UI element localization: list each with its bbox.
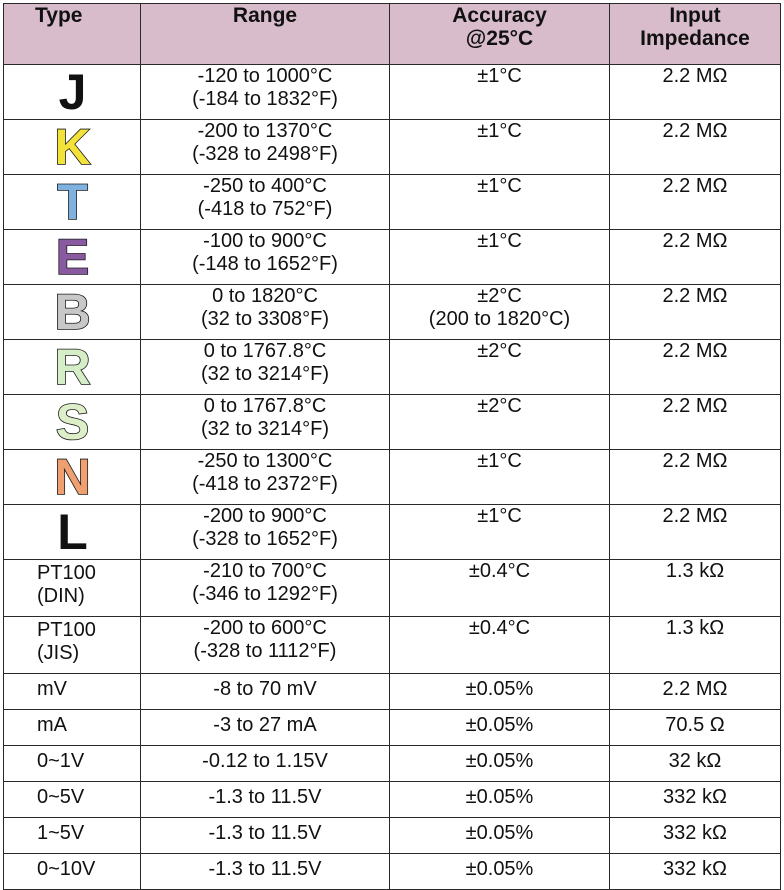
impedance-cell: 2.2 MΩ xyxy=(610,285,781,340)
impedance-cell: 2.2 MΩ xyxy=(610,340,781,395)
range-fahrenheit: (-328 to 1112°F) xyxy=(193,640,337,662)
table-row xyxy=(4,340,781,395)
header-range: Range xyxy=(141,4,390,65)
thermocouple-type-r: R xyxy=(54,339,91,395)
accuracy-cell xyxy=(390,340,610,395)
thermocouple-type-b: B xyxy=(54,284,91,340)
accuracy-note: (200 to 1820°C) xyxy=(428,308,571,330)
type-cell xyxy=(4,617,141,674)
type-cell xyxy=(4,854,141,890)
range-celsius: 0 to 1767.8°C xyxy=(203,395,327,417)
header-impedance-line2: Impedance xyxy=(640,27,750,50)
accuracy-cell xyxy=(390,65,610,120)
type-name: mV xyxy=(37,678,67,700)
type-name: PT100 xyxy=(37,562,96,584)
table-row xyxy=(4,746,781,782)
impedance-cell: 1.3 kΩ xyxy=(610,560,781,617)
accuracy-cell: ±0.05% xyxy=(390,854,610,890)
range-fahrenheit: (32 to 3214°F) xyxy=(200,418,330,440)
range-fahrenheit: (-328 to 1652°F) xyxy=(192,528,338,550)
thermocouple-type-l: L xyxy=(57,504,88,560)
range-cell xyxy=(141,285,390,340)
table-body xyxy=(4,65,781,890)
accuracy-value: ±2°C xyxy=(477,395,522,417)
type-cell xyxy=(4,340,141,395)
specifications-table xyxy=(3,3,781,890)
accuracy-value: ±2°C xyxy=(477,340,522,362)
accuracy-cell: ±0.05% xyxy=(390,746,610,782)
accuracy-cell: ±0.05% xyxy=(390,710,610,746)
table-row xyxy=(4,710,781,746)
range-cell xyxy=(141,560,390,617)
impedance-cell: 2.2 MΩ xyxy=(610,175,781,230)
table-row xyxy=(4,395,781,450)
accuracy-cell xyxy=(390,395,610,450)
table-row xyxy=(4,782,781,818)
type-name: 0~5V xyxy=(37,786,85,808)
type-standard: (DIN) xyxy=(37,585,85,607)
table-row xyxy=(4,285,781,340)
table-row xyxy=(4,818,781,854)
type-standard: (JIS) xyxy=(37,642,80,664)
impedance-cell: 2.2 MΩ xyxy=(610,505,781,560)
accuracy-cell xyxy=(390,120,610,175)
header-type: Type xyxy=(4,4,141,65)
accuracy-value: ±0.4°C xyxy=(468,617,531,639)
accuracy-cell: ±0.05% xyxy=(390,782,610,818)
type-name: mA xyxy=(37,714,67,736)
range-celsius: -250 to 1300°C xyxy=(197,450,333,472)
thermocouple-type-t: T xyxy=(57,174,88,230)
range-cell xyxy=(141,505,390,560)
impedance-cell: 2.2 MΩ xyxy=(610,65,781,120)
accuracy-cell xyxy=(390,450,610,505)
type-cell xyxy=(4,505,141,560)
type-cell xyxy=(4,674,141,710)
range-celsius: -200 to 900°C xyxy=(203,505,327,527)
header-impedance xyxy=(610,4,781,65)
accuracy-cell xyxy=(390,175,610,230)
type-cell xyxy=(4,710,141,746)
table-row xyxy=(4,674,781,710)
range-celsius: 0 to 1820°C xyxy=(212,285,318,307)
impedance-cell: 2.2 MΩ xyxy=(610,674,781,710)
impedance-cell: 1.3 kΩ xyxy=(610,617,781,674)
impedance-cell: 32 kΩ xyxy=(610,746,781,782)
range-cell xyxy=(141,395,390,450)
accuracy-value: ±1°C xyxy=(477,230,522,252)
impedance-cell: 2.2 MΩ xyxy=(610,395,781,450)
accuracy-value: ±1°C xyxy=(477,450,522,472)
table-row xyxy=(4,617,781,674)
accuracy-value: ±0.4°C xyxy=(468,560,531,582)
range-fahrenheit: (-184 to 1832°F) xyxy=(192,88,338,110)
impedance-cell: 332 kΩ xyxy=(610,782,781,818)
type-name: 0~10V xyxy=(37,858,96,880)
table-header xyxy=(4,4,781,65)
thermocouple-type-e: E xyxy=(55,229,90,285)
range-fahrenheit: (32 to 3308°F) xyxy=(200,308,330,330)
range-cell: -0.12 to 1.15V xyxy=(141,746,390,782)
range-fahrenheit: (-418 to 752°F) xyxy=(197,198,333,220)
type-cell xyxy=(4,120,141,175)
range-celsius: -210 to 700°C xyxy=(203,560,327,582)
accuracy-cell xyxy=(390,560,610,617)
range-celsius: -120 to 1000°C xyxy=(197,65,333,87)
range-cell: -8 to 70 mV xyxy=(141,674,390,710)
type-cell xyxy=(4,230,141,285)
accuracy-cell xyxy=(390,505,610,560)
range-cell xyxy=(141,617,390,674)
range-celsius: -250 to 400°C xyxy=(203,175,327,197)
accuracy-value: ±1°C xyxy=(477,175,522,197)
table-row xyxy=(4,120,781,175)
header-accuracy-line2: @25°C xyxy=(465,27,534,50)
type-name: 1~5V xyxy=(37,822,85,844)
range-cell: -1.3 to 11.5V xyxy=(141,782,390,818)
accuracy-cell xyxy=(390,230,610,285)
header-row xyxy=(4,4,781,65)
range-cell xyxy=(141,175,390,230)
thermocouple-type-s: S xyxy=(55,394,90,450)
accuracy-value: ±2°C xyxy=(477,285,522,307)
type-cell xyxy=(4,560,141,617)
range-cell xyxy=(141,450,390,505)
range-fahrenheit: (-328 to 2498°F) xyxy=(192,143,338,165)
range-celsius: -200 to 600°C xyxy=(203,617,327,639)
impedance-cell: 332 kΩ xyxy=(610,818,781,854)
table-row xyxy=(4,450,781,505)
table-row xyxy=(4,560,781,617)
range-celsius: -100 to 900°C xyxy=(203,230,327,252)
table-row xyxy=(4,854,781,890)
accuracy-value: ±1°C xyxy=(477,65,522,87)
type-cell xyxy=(4,746,141,782)
type-cell xyxy=(4,782,141,818)
accuracy-cell: ±0.05% xyxy=(390,674,610,710)
impedance-cell: 2.2 MΩ xyxy=(610,230,781,285)
range-cell xyxy=(141,120,390,175)
type-cell xyxy=(4,175,141,230)
impedance-cell: 70.5 Ω xyxy=(610,710,781,746)
accuracy-cell xyxy=(390,285,610,340)
accuracy-value: ±1°C xyxy=(477,505,522,527)
type-cell xyxy=(4,65,141,120)
impedance-cell: 332 kΩ xyxy=(610,854,781,890)
thermocouple-type-n: N xyxy=(54,449,91,505)
header-accuracy-line1: Accuracy xyxy=(452,4,547,27)
accuracy-value: ±1°C xyxy=(477,120,522,142)
range-cell xyxy=(141,230,390,285)
accuracy-cell: ±0.05% xyxy=(390,818,610,854)
range-cell: -3 to 27 mA xyxy=(141,710,390,746)
accuracy-cell xyxy=(390,617,610,674)
table-row xyxy=(4,505,781,560)
range-fahrenheit: (-346 to 1292°F) xyxy=(192,583,338,605)
range-cell: -1.3 to 11.5V xyxy=(141,818,390,854)
impedance-cell: 2.2 MΩ xyxy=(610,120,781,175)
range-cell xyxy=(141,65,390,120)
range-cell: -1.3 to 11.5V xyxy=(141,854,390,890)
range-fahrenheit: (-148 to 1652°F) xyxy=(192,253,338,275)
type-cell xyxy=(4,450,141,505)
range-cell xyxy=(141,340,390,395)
type-cell xyxy=(4,818,141,854)
type-name: PT100 xyxy=(37,619,96,641)
table-row xyxy=(4,230,781,285)
impedance-cell: 2.2 MΩ xyxy=(610,450,781,505)
header-accuracy xyxy=(390,4,610,65)
range-celsius: -200 to 1370°C xyxy=(197,120,333,142)
header-impedance-line1: Input xyxy=(669,4,721,27)
type-cell xyxy=(4,285,141,340)
range-fahrenheit: (-418 to 2372°F) xyxy=(192,473,338,495)
table-row xyxy=(4,65,781,120)
table-row xyxy=(4,175,781,230)
range-fahrenheit: (32 to 3214°F) xyxy=(200,363,330,385)
thermocouple-type-j: J xyxy=(58,64,87,120)
range-celsius: 0 to 1767.8°C xyxy=(203,340,327,362)
type-cell xyxy=(4,395,141,450)
type-name: 0~1V xyxy=(37,750,85,772)
thermocouple-type-k: K xyxy=(54,119,91,175)
